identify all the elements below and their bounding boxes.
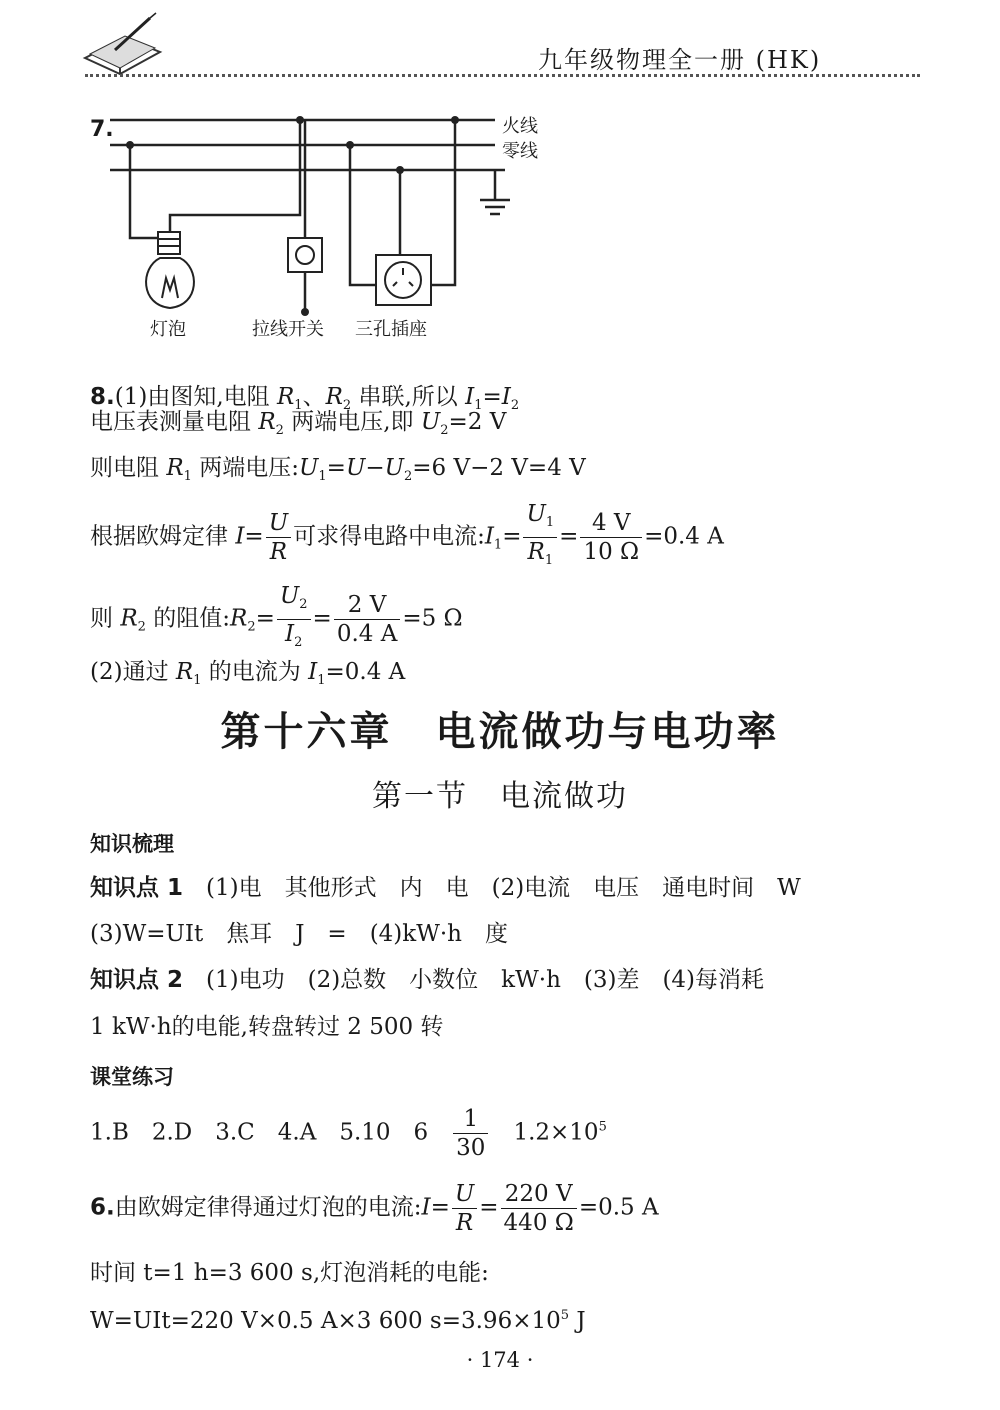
q6-line-1: 6.由欧姆定律得通过灯泡的电流:I= $\frac{U}{R}$ = $\frac{220 V}{440 \Omega}$ =0.5 A [90, 1181, 659, 1236]
three-hole-socket-icon [376, 255, 431, 305]
q8-line-4: 根据欧姆定律 I= $\frac{U}{R}$ 可求得电路中电流$:I_1=$ $\frac{U_1}{R_1}$ = $\frac{4 V}{10 \Omega}$ =0.4 A [90, 501, 724, 568]
q8-line-5: 则 $R_2$ 的阻值$:R_2=$ $\frac{U_2}{I_2}$ = $\frac{2 V}{0.4 A}$ =5 Ω [90, 583, 463, 650]
bulb-label: 灯泡 [150, 319, 186, 340]
knowledge-point-1: 知识点 1 (1)电 其他形式 内 电 (2)电流 电压 通电时间 W [90, 875, 801, 901]
practice-answers: 1.B 2.D 3.C 4.A 5.10 6 $\frac{1}{30}$ $1.2\times 10^5$ [90, 1106, 607, 1161]
ground-icon [480, 200, 510, 214]
live-wire-label: 火线 [502, 116, 538, 137]
practice-heading: 课堂练习 [90, 1065, 174, 1089]
header-title: 九年级物理全一册 (HK) [538, 46, 822, 74]
page-number: · 174 · [466, 1348, 534, 1372]
book-pen-logo-icon [80, 10, 170, 80]
knowledge-point-2: 知识点 2 (1)电功 (2)总数 小数位 kW·h (3)差 (4)每消耗 [90, 967, 765, 993]
neutral-wire-label: 零线 [502, 141, 538, 162]
q8-line-6: (2)通过 $R_1$ 的电流为 $I_1=0.4$ A [90, 659, 406, 688]
switch-label: 拉线开关 [252, 319, 324, 340]
q6-line-2: 时间 t=1 h=3 600 s,灯泡消耗的电能: [90, 1260, 489, 1286]
knowledge-point-1-line-2: (3)W=UIt 焦耳 J = (4)kW·h 度 [90, 921, 508, 947]
socket-label: 三孔插座 [355, 319, 427, 340]
q6-line-3: W=UIt=220 V×0.5 A×3 600 $s=3.96\times 10^5$ J [90, 1308, 586, 1334]
q8-line-1: 8.(1)由图知,电阻 $R_1$、$R_2$ 串联,所以 $I_1=I_2$ [90, 384, 520, 413]
question-7-number: 7. [90, 117, 114, 142]
knowledge-heading: 知识梳理 [90, 832, 174, 856]
bulb-icon [146, 232, 194, 308]
section-title: 第一节 电流做功 [372, 779, 628, 814]
q8-line-3: 则电阻 $R_1$ 两端电压$:U_1=U-U_2=6$ V−2 V=4 V [90, 455, 586, 484]
knowledge-point-2-line-2: 1 kW·h的电能,转盘转过 2 500 转 [90, 1014, 444, 1040]
header-rule [85, 74, 920, 77]
pull-switch-icon [288, 238, 322, 272]
chapter-title: 第十六章 电流做功与电功率 [220, 709, 780, 755]
q8-line-2: 电压表测量电阻 $R_2$ 两端电压,即 $U_2=2$ V [90, 409, 507, 438]
